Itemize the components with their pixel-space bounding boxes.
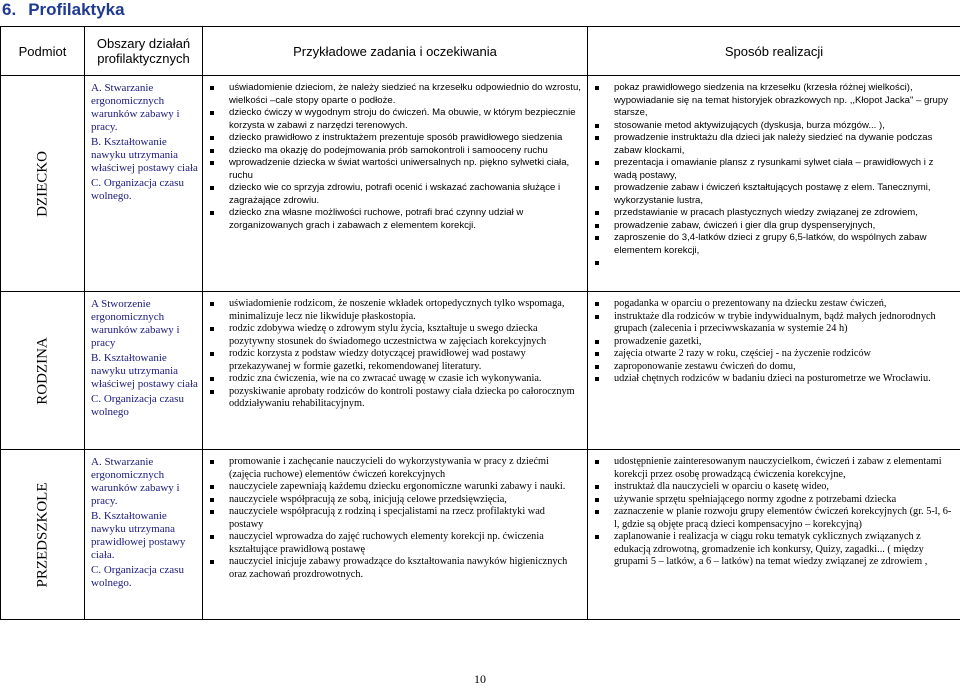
section-title: Profilaktyka [28, 0, 124, 19]
ways-cell [588, 450, 960, 620]
section-heading [2, 0, 125, 20]
row-label: DZIECKO [34, 151, 51, 217]
list-item: dziecko prawidłowo z instruktażem prezentuje sposób prawidłowego siedzenia [207, 132, 581, 145]
list-item: dziecko wie co sprzyja zdrowiu, potrafi ocenić i wskazać zachowania służące i zagrażające zdrowiu. [207, 182, 581, 207]
list-item: nauczyciel wprowadza do zajęć ruchowych elementy korekcji np. ćwiczenia kształtujące prawidłową postawę [207, 531, 581, 556]
area-item: C. Organizacja czasu wolnego. [91, 177, 198, 203]
list-item: rodzic zna ćwiczenia, wie na co zwracać uwagę w czasie ich wykonywania. [207, 373, 581, 386]
list-item: uświadomienie dzieciom, że należy siedzieć na krzesełku odpowiednio do wzrostu, wielkości –cale stopy oparte o podłoże. [207, 82, 581, 107]
table-row [1, 450, 960, 620]
list-item: rodzic korzysta z podstaw wiedzy dotyczącej prawidłowej wad postawy przekazywanej w formie gazetki, rekomendowanej literatury. [207, 348, 581, 373]
list-item: udział chętnych rodziców w badaniu dzieci na posturometrze we Wrocławiu. [592, 373, 954, 386]
header-zadania: Przykładowe zadania i oczekiwania [203, 27, 588, 76]
list-item: instruktaż dla nauczycieli w oparciu o kasetę wideo, [592, 481, 954, 494]
table-header-row [1, 27, 960, 76]
area-item: C. Organizacja czasu wolnego [91, 393, 198, 419]
list-item: nauczyciel inicjuje zabawy prowadzące do kształtowania nawyków higienicznych oraz zachowań prozdrowotnych. [207, 556, 581, 581]
section-number: 6. [2, 0, 16, 19]
list-item: uświadomienie rodzicom, że noszenie wkładek ortopedycznych tylko wspomaga, minimalizuje lecz nie likwiduje płaskostopia. [207, 298, 581, 323]
list-item: zaproponowanie zestawu ćwiczeń do domu, [592, 361, 954, 374]
table-row [1, 76, 960, 292]
tasks-cell [203, 76, 588, 292]
list-item: zajęcia otwarte 2 razy w roku, częściej - na życzenie rodziców [592, 348, 954, 361]
area-item: A Stworzenie ergonomicznych warunków zabawy i pracy [91, 298, 198, 350]
row-label-cell [1, 76, 85, 292]
list-item: dziecko zna własne możliwości ruchowe, potrafi brać czynny udział w zorganizowanych grach i zabawach z elementem korekcji. [207, 207, 581, 232]
areas-cell [85, 76, 203, 292]
areas-cell [85, 292, 203, 450]
area-item: C. Organizacja czasu wolnego. [91, 564, 198, 590]
prevention-table [0, 26, 960, 620]
list-item: prowadzenie zabaw i ćwiczeń kształtujących postawę z elem. Tanecznymi, wykorzystanie lustra, [592, 182, 954, 207]
header-sposob: Sposób realizacji [588, 27, 960, 76]
row-label-cell [1, 450, 85, 620]
list-item: wprowadzenie dziecka w świat wartości uniwersalnych np. piękno sylwetki ciała, ruchu [207, 157, 581, 182]
list-item: nauczyciele współpracują z rodziną i specjalistami na rzecz profilaktyki wad postawy [207, 506, 581, 531]
table-row [1, 292, 960, 450]
list-item: promowanie i zachęcanie nauczycieli do wykorzystywania w pracy z dziećmi (zajęcia ruchowe) elementów ćwiczeń korekcyjnych [207, 456, 581, 481]
header-obszary: Obszary działań profilaktycznych [85, 27, 203, 76]
list-item: prowadzenie zabaw, ćwiczeń i gier dla grup dyspenseryjnych, [592, 220, 954, 233]
list-item: pozyskiwanie aprobaty rodziców do kontroli postawy ciała dziecka po całorocznym oddziaływaniu rehabilitacyjnym. [207, 386, 581, 411]
list-item: nauczyciele zapewniają każdemu dziecku ergonomiczne warunki zabawy i nauki. [207, 481, 581, 494]
list-item [592, 257, 954, 270]
list-item: stosowanie metod aktywizujących (dyskusja, burza mózgów... ), [592, 120, 954, 133]
areas-cell [85, 450, 203, 620]
list-item: zaplanowanie i realizacja w ciągu roku tematyk cyklicznych związanych z edukacją zdrowotną, gromadzenie ich konkursy, Quizy, zagadki... ( między grupami 5 – latków, a 6 – latków) na temat wiedzy związanej ze zdrowiem , [592, 531, 954, 569]
list-item: pogadanka w oparciu o prezentowany na dziecku zestaw ćwiczeń, [592, 298, 954, 311]
row-label: PRZEDSZKOLE [34, 482, 51, 587]
ways-cell [588, 76, 960, 292]
tasks-cell [203, 450, 588, 620]
list-item: zaznaczenie w planie rozwoju grupy elementów ćwiczeń korekcyjnych (gr. 5-l, 6-l, gdzie są objęte pracą dzieci kompensacyjno – korekcyjną) [592, 506, 954, 531]
list-item: prezentacja i omawianie plansz z rysunkami sylwet ciała – prawidłowych i z wadą postawy, [592, 157, 954, 182]
list-item: zaproszenie do 3,4-latków dzieci z grupy 6,5-latków, do wspólnych zabaw elementem korekcji, [592, 232, 954, 257]
area-item: B. Kształtowanie nawyku utrzymania właściwej postawy ciała [91, 136, 198, 175]
ways-cell [588, 292, 960, 450]
list-item: rodzic zdobywa wiedzę o zdrowym stylu życia, kształtuje u swego dziecka pozytywny stosunek do świadomego uczestnictwa w zajęciach korekcyjnych [207, 323, 581, 348]
list-item: dziecko ma okazję do podejmowania prób samokontroli i samooceny ruchu [207, 145, 581, 158]
list-item: nauczyciele współpracują ze sobą, inicjują celowe przedsięwzięcia, [207, 494, 581, 507]
header-podmiot: Podmiot [1, 27, 85, 76]
list-item: udostępnienie zainteresowanym nauczycielkom, ćwiczeń i zabaw z elementami korekcji przez osobę prowadzącą ćwiczenia korekcyjne, [592, 456, 954, 481]
page-number: 10 [0, 672, 960, 687]
list-item: przedstawianie w pracach plastycznych wiedzy związanej ze zdrowiem, [592, 207, 954, 220]
list-item: dziecko ćwiczy w wygodnym stroju do ćwiczeń. Ma obuwie, w którym bezpiecznie korzysta w zabawi z narzędzi terenowych. [207, 107, 581, 132]
list-item: prowadzenie gazetki, [592, 336, 954, 349]
list-item: instruktaże dla rodziców w trybie indywidualnym, bądź małych jednorodnych grupach (zalecenia i przeciwwskazania w systemie 24 h) [592, 311, 954, 336]
area-item: B. Kształtowanie nawyku utrzymania właściwej postawy ciała [91, 352, 198, 391]
area-item: B. Kształtowanie nawyku utrzymana prawidłowej postawy ciała. [91, 510, 198, 562]
area-item: A. Stwarzanie ergonomicznych warunków zabawy i pracy. [91, 456, 198, 508]
row-label: RODZINA [34, 337, 51, 405]
tasks-cell [203, 292, 588, 450]
list-item: pokaz prawidłowego siedzenia na krzesełku (krzesła różnej wielkości), wypowiadanie się na temat historyjek obrazkowych np. ,,Kłopot Jacka" – grupy starsze, [592, 82, 954, 120]
list-item: prowadzenie instruktażu dla dzieci jak należy siedzieć na dywanie podczas zabaw klockami, [592, 132, 954, 157]
area-item: A. Stwarzanie ergonomicznych warunków zabawy i pracy. [91, 82, 198, 134]
row-label-cell [1, 292, 85, 450]
list-item: używanie sprzętu spełniającego normy zgodne z potrzebami dziecka [592, 494, 954, 507]
